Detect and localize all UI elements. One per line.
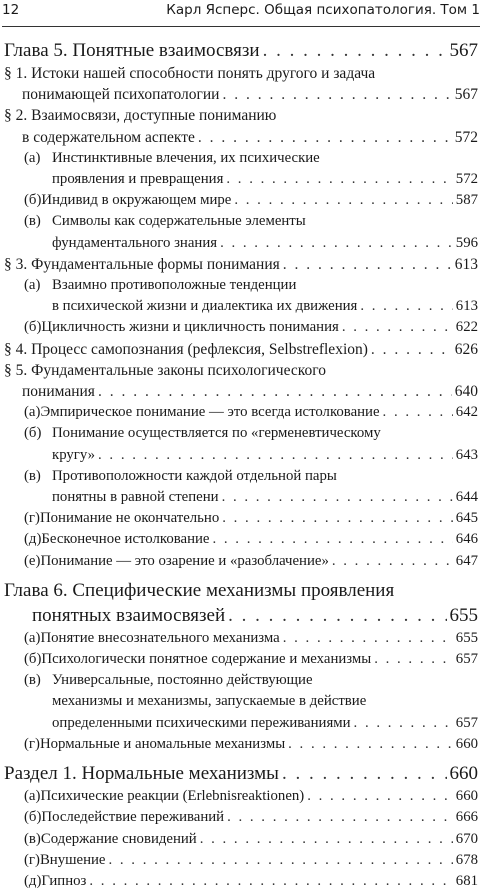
toc-entry-sub	[4, 508, 478, 529]
toc-entry-page: 572	[455, 171, 478, 188]
toc-entry-marker: (б)	[24, 319, 42, 336]
toc-entry-sub	[4, 670, 478, 734]
toc-entry-sub	[4, 551, 478, 572]
toc-entry-sub	[4, 275, 478, 317]
toc-entry-marker: (е)	[24, 552, 41, 569]
toc-entry-page: 640	[454, 383, 478, 401]
toc-entry-sub	[4, 649, 478, 670]
toc-entry-title: Универсальные, постоянно действующие	[52, 672, 313, 689]
toc-entry-title: проявления и превращения	[52, 171, 224, 188]
toc-entry-title: понятны в равной степени	[52, 489, 219, 506]
toc-entry-marker: (г)	[24, 735, 40, 752]
toc-entry-marker: (б)	[24, 192, 42, 209]
toc-entry-page: 660	[449, 763, 478, 785]
toc-entry-marker: (в)	[24, 830, 41, 847]
dot-leader	[220, 233, 453, 254]
toc-entry-title: Глава 6. Специфические механизмы проявления	[4, 579, 395, 601]
toc-entry-marker: (б)	[24, 651, 42, 668]
toc-entry-section	[4, 63, 478, 105]
toc-entry-page: 626	[454, 340, 478, 358]
dot-leader	[288, 734, 453, 755]
toc-entry-page: 646	[455, 531, 478, 548]
toc-entry-title: понятных взаимосвязей	[32, 604, 226, 626]
table-of-contents	[4, 38, 478, 892]
toc-entry-sub	[4, 148, 478, 190]
toc-entry-title: § 2. Взаимосвязи, доступные пониманию	[4, 107, 277, 125]
dot-leader	[89, 871, 452, 892]
dot-leader	[371, 339, 452, 360]
toc-entry-sub	[4, 628, 478, 649]
toc-entry-title: Гипноз	[41, 872, 87, 889]
toc-entry-title: Индивид в окружающем мире	[41, 192, 232, 209]
toc-entry-page: 657	[455, 714, 478, 731]
toc-entry-sub	[4, 402, 478, 423]
dot-leader	[98, 445, 453, 466]
toc-entry-marker: (г)	[24, 851, 40, 868]
toc-entry-marker: (а)	[24, 788, 41, 805]
toc-entry-section	[4, 339, 478, 360]
dot-leader	[213, 529, 453, 550]
toc-entry-section	[4, 360, 478, 402]
dot-leader	[342, 317, 453, 338]
dot-leader	[222, 84, 451, 105]
toc-entry-title: Понимание осуществляется по «герменевтическому	[52, 425, 381, 442]
toc-entry-section	[4, 105, 478, 147]
toc-entry-marker: (а)	[24, 629, 41, 646]
toc-entry-sub	[4, 317, 478, 338]
toc-entry-marker: (а)	[24, 404, 41, 421]
toc-entry-title: фундаментального знания	[52, 234, 218, 251]
header-rule	[2, 26, 480, 27]
toc-entry-title: Бесконечное истолкование	[41, 531, 210, 548]
toc-entry-title: Раздел 1. Нормальные механизмы	[4, 763, 279, 785]
dot-leader	[332, 551, 453, 572]
toc-entry-title: Противоположности каждой отдельной пары	[52, 467, 337, 484]
toc-entry-title: понимания	[22, 383, 95, 401]
toc-entry-title: § 4. Процесс самопознания (рефлексия, Selbstreflexion)	[4, 340, 368, 358]
toc-entry-title: Глава 5. Понятные взаимосвязи	[4, 40, 260, 61]
toc-entry-title: Психические реакции (Erlebnisreaktionen)	[40, 788, 305, 805]
toc-entry-title: Инстинктивные влечения, их психические	[52, 149, 320, 166]
toc-entry-page: 678	[455, 851, 478, 868]
toc-entry-page: 655	[449, 604, 478, 626]
toc-entry-sub	[4, 190, 478, 211]
toc-entry-page: 567	[449, 40, 478, 61]
toc-entry-page: 681	[455, 872, 478, 889]
dot-leader	[263, 38, 447, 63]
toc-entry-marker: (в)	[24, 467, 41, 484]
toc-entry-section	[4, 254, 478, 275]
toc-entry-chapter	[4, 761, 478, 786]
toc-entry-page: 567	[454, 86, 478, 104]
toc-entry-marker: (б)	[24, 425, 42, 442]
dot-leader	[98, 381, 452, 402]
toc-entry-title: Психологически понятное содержание и механизмы	[41, 651, 372, 668]
toc-entry-marker: (а)	[24, 149, 41, 166]
toc-entry-page: 644	[455, 489, 478, 506]
toc-entry-sub	[4, 734, 478, 755]
dot-leader	[222, 487, 453, 508]
toc-entry-page: 596	[455, 234, 478, 251]
toc-entry-sub	[4, 466, 478, 508]
dot-leader	[200, 829, 453, 850]
dot-leader	[354, 713, 453, 734]
toc-entry-page: 613	[455, 298, 478, 315]
toc-entry-marker: (в)	[24, 672, 41, 689]
toc-entry-page: 660	[455, 735, 478, 752]
toc-entry-title: Нормальные и аномальные механизмы	[39, 735, 286, 752]
toc-entry-page: 622	[455, 319, 478, 336]
dot-leader	[228, 603, 446, 628]
toc-entry-chapter	[4, 578, 478, 628]
toc-entry-page: 657	[455, 651, 478, 668]
toc-entry-page: 645	[455, 510, 478, 527]
toc-entry-sub	[4, 850, 478, 871]
toc-entry-page: 613	[454, 255, 478, 273]
toc-entry-page: 642	[455, 404, 478, 421]
toc-entry-title: в содержательном аспекте	[22, 128, 195, 146]
toc-entry-sub	[4, 786, 478, 807]
dot-leader	[383, 402, 453, 423]
toc-entry-title: кругу»	[52, 446, 96, 463]
toc-entry-title: Последействие переживаний	[41, 809, 225, 826]
toc-entry-sub	[4, 211, 478, 253]
toc-entry-title: Взаимно противоположные тенденции	[52, 277, 297, 294]
toc-entry-page: 655	[455, 629, 478, 646]
page-number: 12	[2, 2, 20, 18]
toc-entry-title: определенными психическими переживаниями	[52, 714, 351, 731]
toc-entry-page: 572	[454, 128, 478, 146]
dot-leader	[234, 190, 452, 211]
toc-entry-marker: (д)	[24, 531, 42, 548]
toc-entry-chapter	[4, 38, 478, 63]
dot-leader	[198, 127, 452, 148]
toc-entry-title: § 1. Истоки нашей способности понять другого и задача	[4, 65, 376, 82]
toc-entry-marker: (д)	[24, 872, 42, 889]
toc-entry-marker: (б)	[24, 809, 42, 826]
toc-entry-sub	[4, 807, 478, 828]
dot-leader	[109, 850, 453, 871]
toc-entry-title: механизмы и механизмы, запускаемые в действие	[52, 693, 367, 710]
dot-leader	[374, 649, 453, 670]
toc-entry-title: Понятие внесознательного механизма	[40, 629, 280, 646]
dot-leader	[282, 761, 447, 786]
dot-leader	[222, 508, 453, 529]
toc-entry-page: 587	[455, 192, 478, 209]
toc-entry-title: § 5. Фундаментальные законы психологического	[4, 361, 326, 379]
toc-entry-title: § 3. Фундаментальные формы понимания	[4, 255, 280, 273]
dot-leader	[283, 254, 452, 275]
dot-leader	[307, 786, 453, 807]
toc-entry-page: 666	[455, 809, 478, 826]
toc-entry-title: в психической жизни и диалектика их движения	[52, 298, 358, 315]
dot-leader	[283, 628, 453, 649]
toc-entry-title: понимающей психопатологии	[22, 86, 220, 104]
toc-entry-title: Символы как содержательные элементы	[52, 213, 306, 230]
toc-entry-title: Внушение	[39, 851, 106, 868]
toc-entry-page: 647	[455, 552, 478, 569]
running-header	[0, 0, 482, 24]
toc-entry-title: Понимание не окончательно	[39, 510, 220, 527]
toc-entry-title: Содержание сновидений	[40, 830, 197, 847]
toc-entry-page: 670	[455, 830, 478, 847]
toc-entry-title: Эмпирическое понимание — это всегда истолкование	[40, 404, 380, 421]
toc-entry-sub	[4, 871, 478, 892]
toc-entry-sub	[4, 829, 478, 850]
dot-leader	[226, 169, 452, 190]
toc-entry-marker: (а)	[24, 277, 41, 294]
toc-entry-sub	[4, 529, 478, 550]
toc-entry-sub	[4, 423, 478, 465]
running-title: Карл Ясперс. Общая психопатология. Том 1	[166, 2, 480, 18]
toc-entry-page: 660	[455, 788, 478, 805]
toc-entry-marker: (г)	[24, 510, 40, 527]
toc-entry-title: Понимание — это озарение и «разоблачение»	[40, 552, 329, 569]
toc-entry-marker: (в)	[24, 213, 41, 230]
toc-entry-title: Цикличность жизни и цикличность понимания	[41, 319, 339, 336]
dot-leader	[227, 807, 453, 828]
toc-entry-page: 643	[455, 446, 478, 463]
dot-leader	[360, 296, 452, 317]
